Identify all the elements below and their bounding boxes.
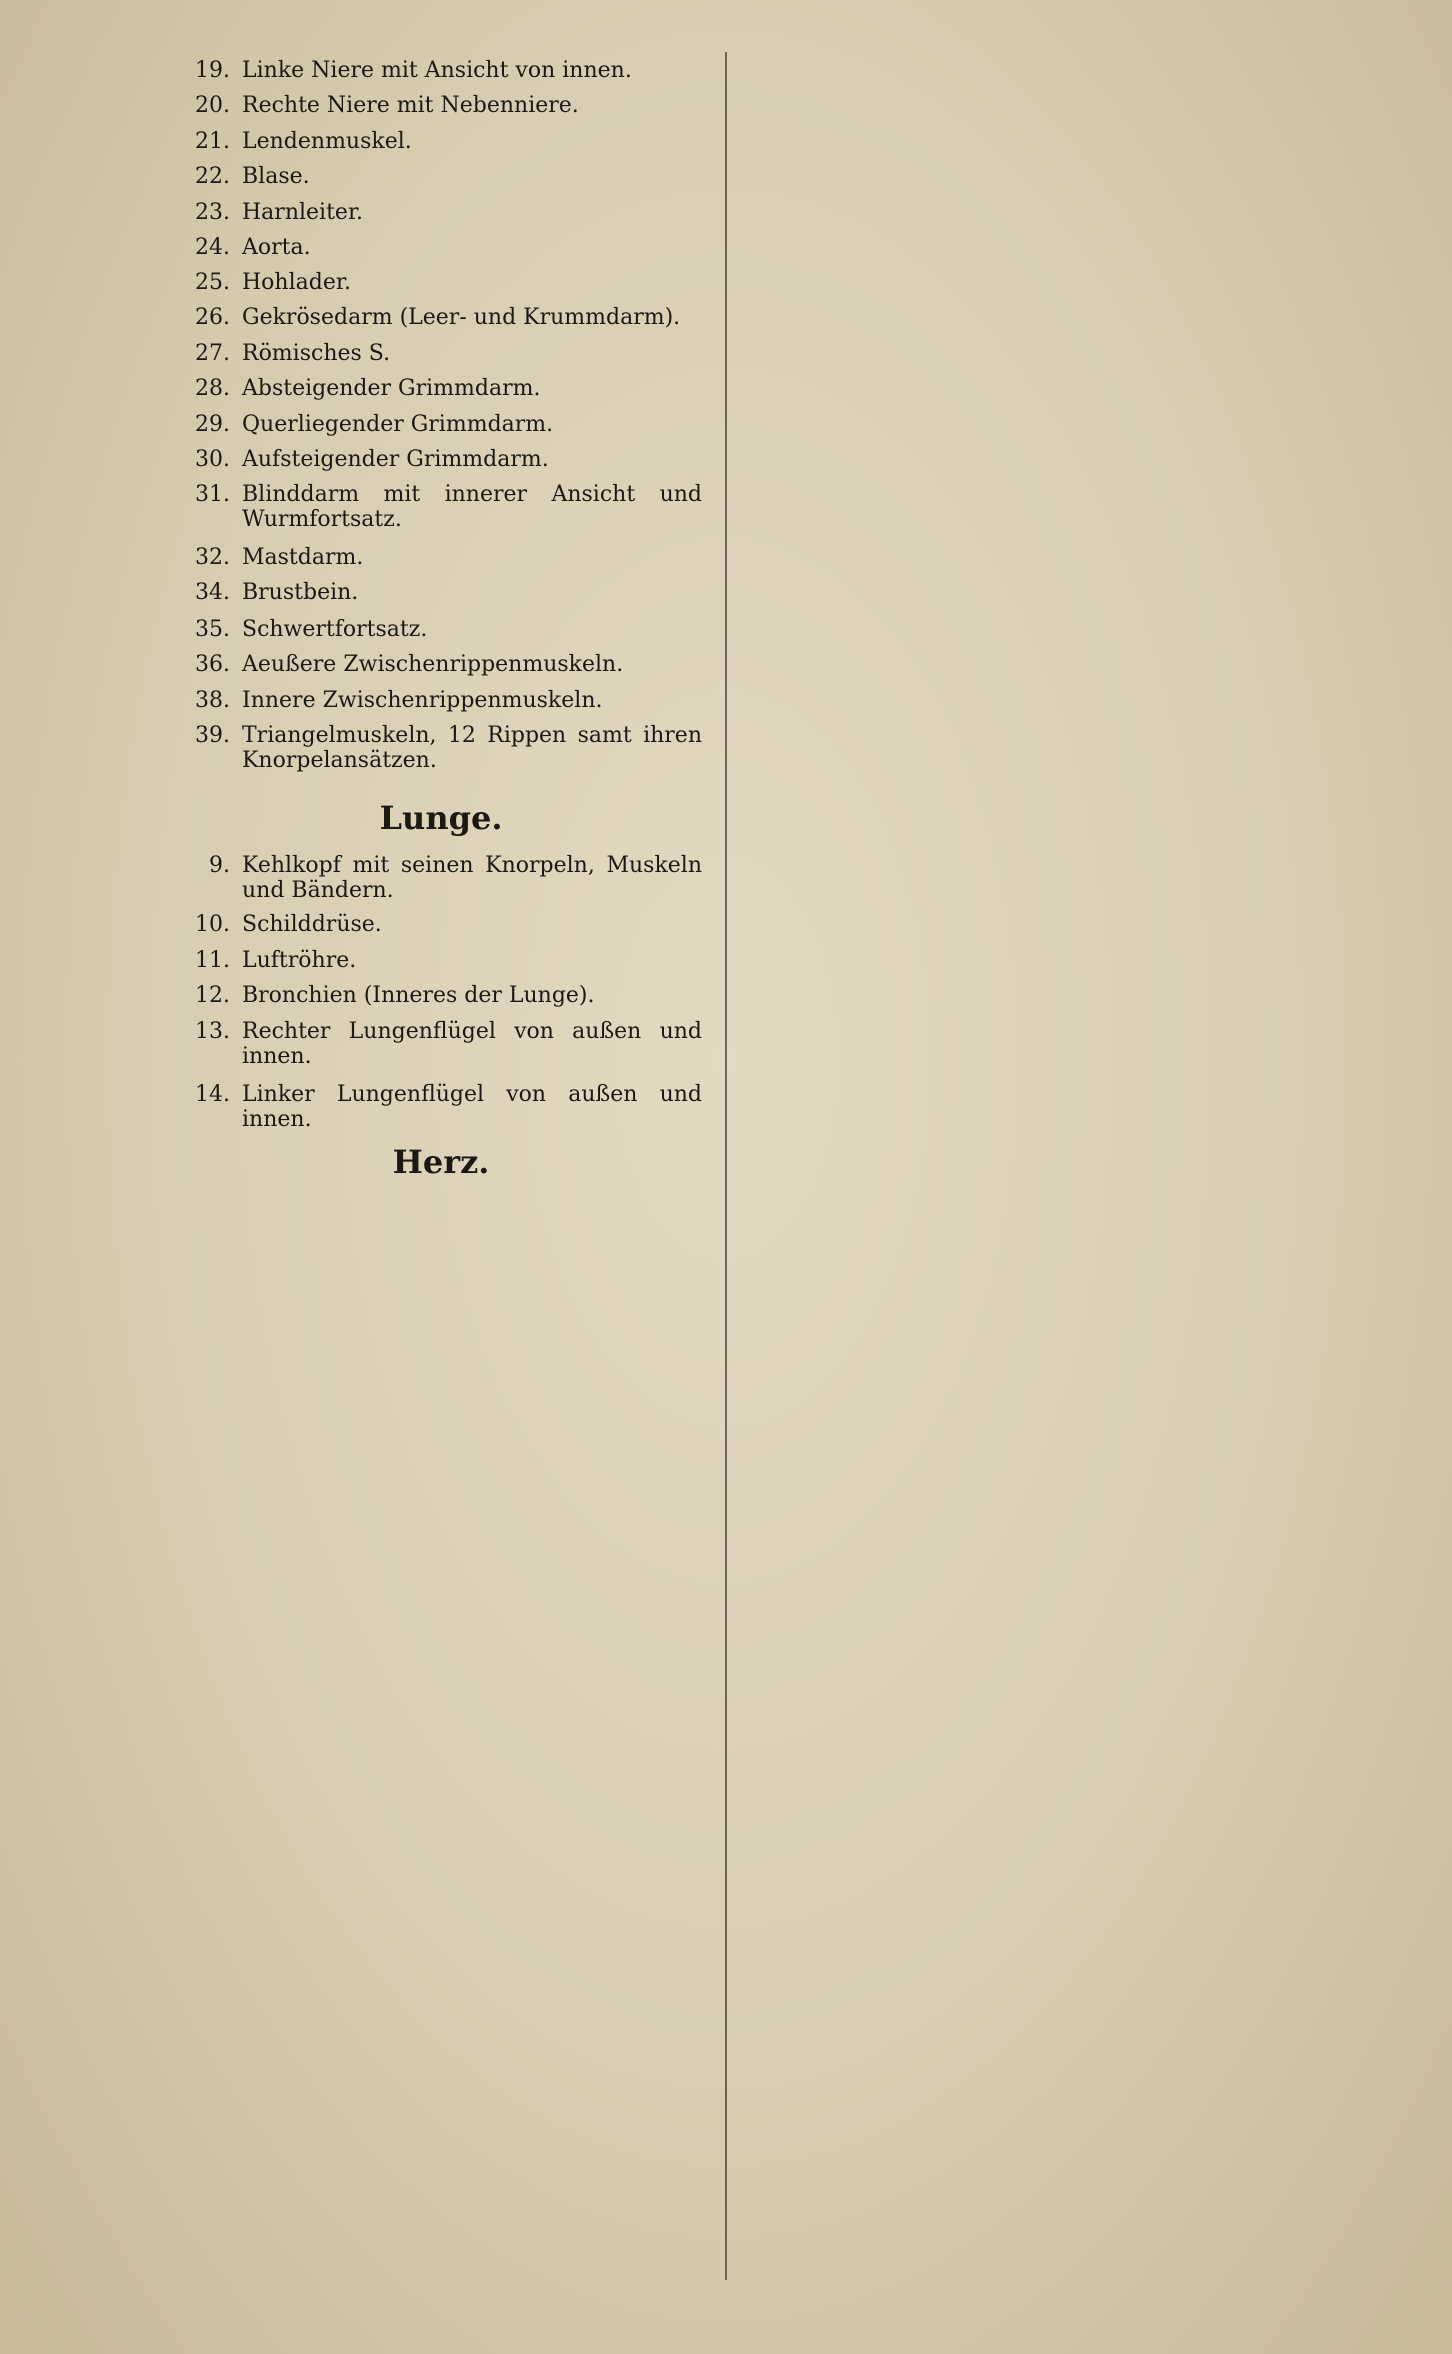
- list-item: [180, 652, 702, 677]
- list-item: [180, 447, 702, 472]
- list-item: [180, 164, 702, 189]
- item-text: Linke Niere mit Ansicht von innen.: [242, 58, 632, 83]
- list-item: [180, 270, 702, 295]
- item-text: Luftröhre.: [242, 948, 357, 973]
- heading-herz: Herz.: [392, 1143, 490, 1181]
- item-text: Blase.: [242, 164, 310, 189]
- heading-lunge: Lunge.: [379, 799, 503, 837]
- item-text: Blinddarm mit innerer Ansicht und Wurmfortsatz.: [242, 482, 702, 532]
- item-number: 39.: [195, 723, 230, 748]
- list-item: [180, 912, 702, 937]
- item-number: 23.: [195, 200, 230, 225]
- list-item: [180, 200, 702, 225]
- item-number: 36.: [195, 652, 230, 677]
- item-number: 28.: [195, 376, 230, 401]
- item-number: 10.: [195, 912, 230, 937]
- list-item: [180, 723, 702, 775]
- item-number: 21.: [195, 129, 230, 154]
- list-item: [180, 341, 702, 366]
- item-text: Gekrösedarm (Leer- und Krummdarm).: [242, 305, 681, 330]
- item-text: Bronchien (Inneres der Lunge).: [242, 983, 595, 1008]
- item-number: 12.: [195, 983, 230, 1008]
- item-number: 24.: [195, 235, 230, 260]
- item-text: Querliegender Grimmdarm.: [242, 412, 554, 437]
- item-text: Rechter Lungenflügel von außen und innen.: [242, 1019, 702, 1069]
- list-item: [180, 948, 702, 973]
- item-number: 19.: [195, 58, 230, 83]
- list-item: [180, 1082, 702, 1134]
- item-number: 25.: [195, 270, 230, 295]
- item-number: 11.: [195, 948, 230, 973]
- item-number: 29.: [195, 412, 230, 437]
- item-text: Schilddrüse.: [242, 912, 382, 937]
- item-number: 32.: [195, 545, 230, 570]
- item-number: 38.: [195, 688, 230, 713]
- item-number: 26.: [195, 305, 230, 330]
- list-item: [180, 129, 702, 154]
- list-item: [180, 482, 702, 534]
- item-text: Brustbein.: [242, 580, 359, 605]
- list-item: [180, 235, 702, 260]
- item-text: Römisches S.: [242, 341, 391, 366]
- list-item: [180, 545, 702, 570]
- list-item: [180, 853, 702, 905]
- item-number: 35.: [195, 617, 230, 642]
- item-text: Innere Zwischenrippenmuskeln.: [242, 688, 603, 713]
- item-text: Hohlader.: [242, 270, 351, 295]
- item-text: Rechte Niere mit Nebenniere.: [242, 93, 579, 118]
- list-item: [180, 983, 702, 1008]
- item-number: 34.: [195, 580, 230, 605]
- item-text: Linker Lungenflügel von außen und innen.: [242, 1082, 702, 1132]
- item-number: 22.: [195, 164, 230, 189]
- item-number: 31.: [195, 482, 230, 507]
- list-item: [180, 376, 702, 401]
- item-text: Aufsteigender Grimmdarm.: [242, 447, 549, 472]
- item-text: Lendenmuskel.: [242, 129, 412, 154]
- item-number: 27.: [195, 341, 230, 366]
- item-number: 20.: [195, 93, 230, 118]
- list-item: [180, 580, 702, 605]
- item-number: 13.: [195, 1019, 230, 1044]
- item-number: 30.: [195, 447, 230, 472]
- list-item: [180, 93, 702, 118]
- item-text: Absteigender Grimmdarm.: [242, 376, 541, 401]
- item-text: Aeußere Zwischenrippenmuskeln.: [242, 652, 624, 677]
- item-text: Mastdarm.: [242, 545, 364, 570]
- list-item: [180, 412, 702, 437]
- item-number: 14.: [195, 1082, 230, 1107]
- list-item: [180, 1019, 702, 1071]
- list-item: [180, 58, 702, 83]
- item-number: 9.: [209, 853, 230, 878]
- item-text: Harnleiter.: [242, 200, 364, 225]
- column-divider: [725, 52, 727, 2280]
- item-text: Schwertfortsatz.: [242, 617, 428, 642]
- item-text: Triangelmuskeln, 12 Rippen samt ihren Knorpelansätzen.: [242, 723, 702, 773]
- list-item: [180, 617, 702, 642]
- item-text: Aorta.: [242, 235, 311, 260]
- list-item: [180, 688, 702, 713]
- list-item: [180, 305, 702, 330]
- item-text: Kehlkopf mit seinen Knorpeln, Muskeln und Bändern.: [242, 853, 702, 903]
